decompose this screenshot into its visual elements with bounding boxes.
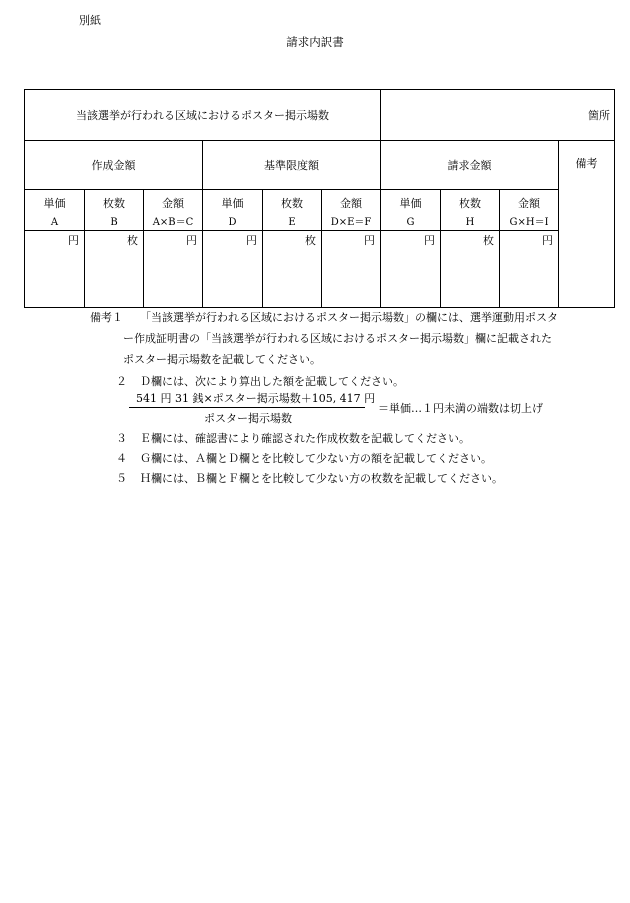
column-header: 金額 G×H＝I [500, 190, 559, 231]
entry-cell[interactable]: 円 [500, 231, 559, 308]
formula-result: ＝単価…１円未満の端数は切上げ [378, 402, 543, 415]
note-1-line-1: 「当該選挙が行われる区域におけるポスター掲示場数」の欄には、選挙運動用ポスタ [140, 311, 558, 324]
note-4-number: ４ [116, 452, 127, 465]
column-header: 単価 A [25, 190, 85, 231]
note-3-number: ３ [116, 432, 127, 445]
group-header-row [25, 141, 615, 190]
column-header: 枚数 E [263, 190, 322, 231]
entry-cell[interactable]: 円 [25, 231, 85, 308]
attachment-label: 別紙 [79, 14, 101, 27]
group-production-amount: 作成金額 [25, 141, 203, 190]
poster-count-value-cell[interactable] [381, 90, 615, 141]
entry-cell[interactable]: 円 [322, 231, 381, 308]
entry-cell[interactable]: 円 [203, 231, 263, 308]
formula-numerator: 541 円 31 銭×ポスター掲示場数＋105, 417 円 [136, 392, 376, 405]
column-header: 枚数 H [441, 190, 500, 231]
claim-breakdown-table [24, 89, 615, 308]
entry-cell[interactable]: 枚 [263, 231, 322, 308]
poster-count-row [25, 90, 615, 141]
note-3-text: Ｅ欄には、確認書により確認された作成枚数を記載してください。 [140, 432, 470, 445]
entry-cell[interactable]: 枚 [441, 231, 500, 308]
group-claim-amount: 請求金額 [381, 141, 559, 190]
column-header: 金額 A×B＝C [144, 190, 203, 231]
column-header: 単価 D [203, 190, 263, 231]
entry-cell[interactable]: 円 [144, 231, 203, 308]
note-2-number: ２ [116, 375, 127, 388]
formula-fraction-line [129, 407, 365, 408]
column-header: 金額 D×E＝F [322, 190, 381, 231]
document-title: 請求内訳書 [286, 35, 344, 49]
entry-cell[interactable]: 円 [381, 231, 441, 308]
poster-count-unit: 箇所 [588, 108, 611, 122]
group-standard-limit: 基準限度額 [203, 141, 381, 190]
poster-count-label: 当該選挙が行われる区域におけるポスター掲示場数 [25, 90, 381, 141]
formula-denominator: ポスター掲示場数 [204, 412, 292, 425]
entry-cell[interactable]: 枚 [85, 231, 144, 308]
column-header: 単価 G [381, 190, 441, 231]
column-header: 枚数 B [85, 190, 144, 231]
note-5-text: Ｈ欄には、Ｂ欄とＦ欄とを比較して少ない方の枚数を記載してください。 [140, 472, 503, 485]
note-1-line-3: ポスター掲示場数を記載してください。 [123, 353, 321, 366]
note-1-line-2: ー作成証明書の「当該選挙が行われる区域におけるポスター掲示場数」欄に記載された [123, 332, 552, 345]
note-4-text: Ｇ欄には、Ａ欄とＤ欄とを比較して少ない方の額を記載してください。 [140, 452, 492, 465]
column-header-row [25, 190, 615, 231]
note-2-text: Ｄ欄には、次により算出した額を記載してください。 [140, 375, 404, 388]
entry-row [25, 231, 615, 308]
note-1-label: 備考１ [90, 311, 123, 324]
group-remarks: 備考 [559, 141, 615, 308]
note-5-number: ５ [116, 472, 127, 485]
